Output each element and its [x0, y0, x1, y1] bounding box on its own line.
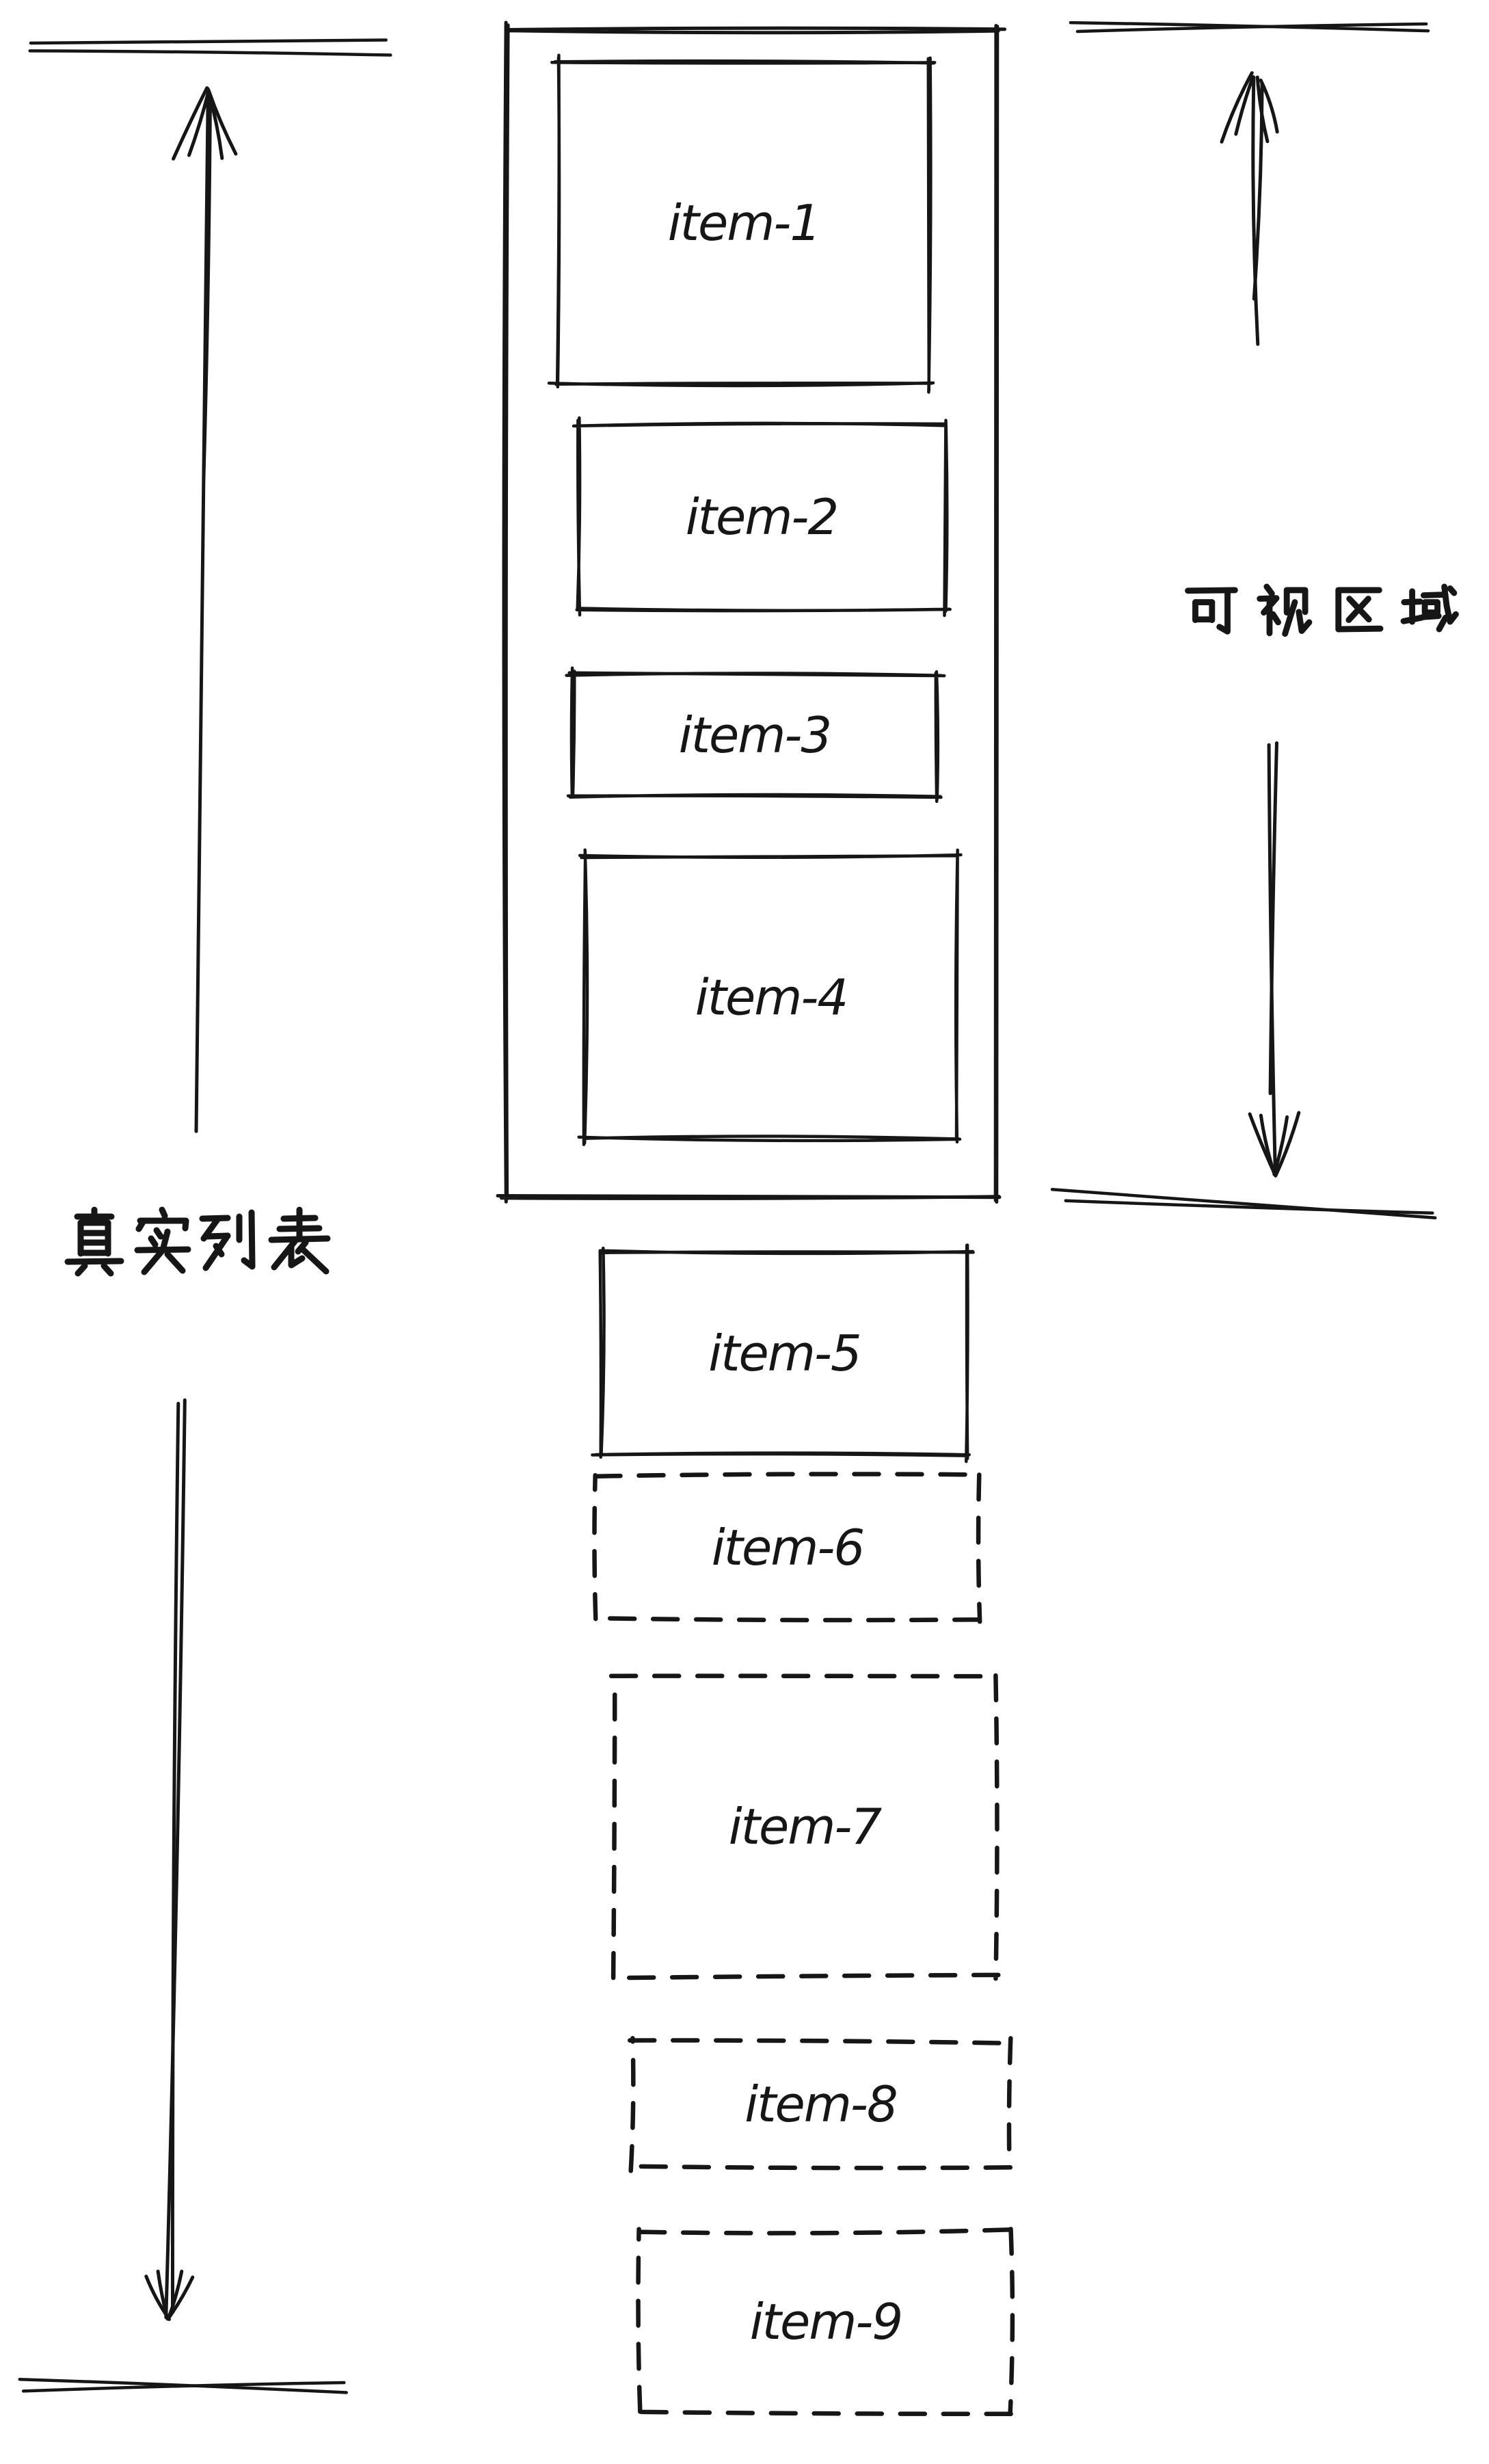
item-label-5: item-5: [708, 1325, 861, 1382]
real-list-char-1: [68, 1210, 121, 1273]
item-label-8: item-8: [744, 2076, 897, 2133]
list-item-9: [636, 2229, 1016, 2414]
viewport-annotation: [1052, 23, 1456, 1218]
viewport-char-2: [1260, 587, 1309, 634]
item-label-3: item-3: [678, 706, 831, 764]
item-label-7: item-7: [728, 1798, 881, 1855]
viewport-char-4: [1404, 587, 1456, 629]
real-list-char-3: [202, 1213, 252, 1268]
item-label-2: item-2: [685, 488, 838, 546]
item-label-6: item-6: [711, 1519, 864, 1576]
viewport-char-1: [1188, 590, 1235, 631]
real-list-label: [68, 1210, 327, 1273]
viewport-char-3: [1339, 590, 1380, 629]
list-item-6: [594, 1474, 980, 1621]
list-item-2: [574, 418, 950, 615]
real-list-annotation: [20, 40, 391, 2393]
item-label-1: item-1: [667, 194, 820, 252]
list-item-5: [592, 1245, 973, 1462]
list-item-8: [630, 2038, 1010, 2171]
list-item-7: [611, 1675, 998, 1978]
list-item-3: [567, 668, 945, 802]
item-label-9: item-9: [749, 2293, 902, 2350]
real-list-char-2: [137, 1210, 188, 1272]
list-items: [549, 55, 1016, 2414]
list-item-1: [549, 55, 935, 393]
real-list-char-4: [271, 1210, 327, 1271]
item-label-4: item-4: [695, 968, 848, 1026]
list-item-4: [579, 850, 961, 1145]
viewport-label: [1188, 587, 1456, 634]
